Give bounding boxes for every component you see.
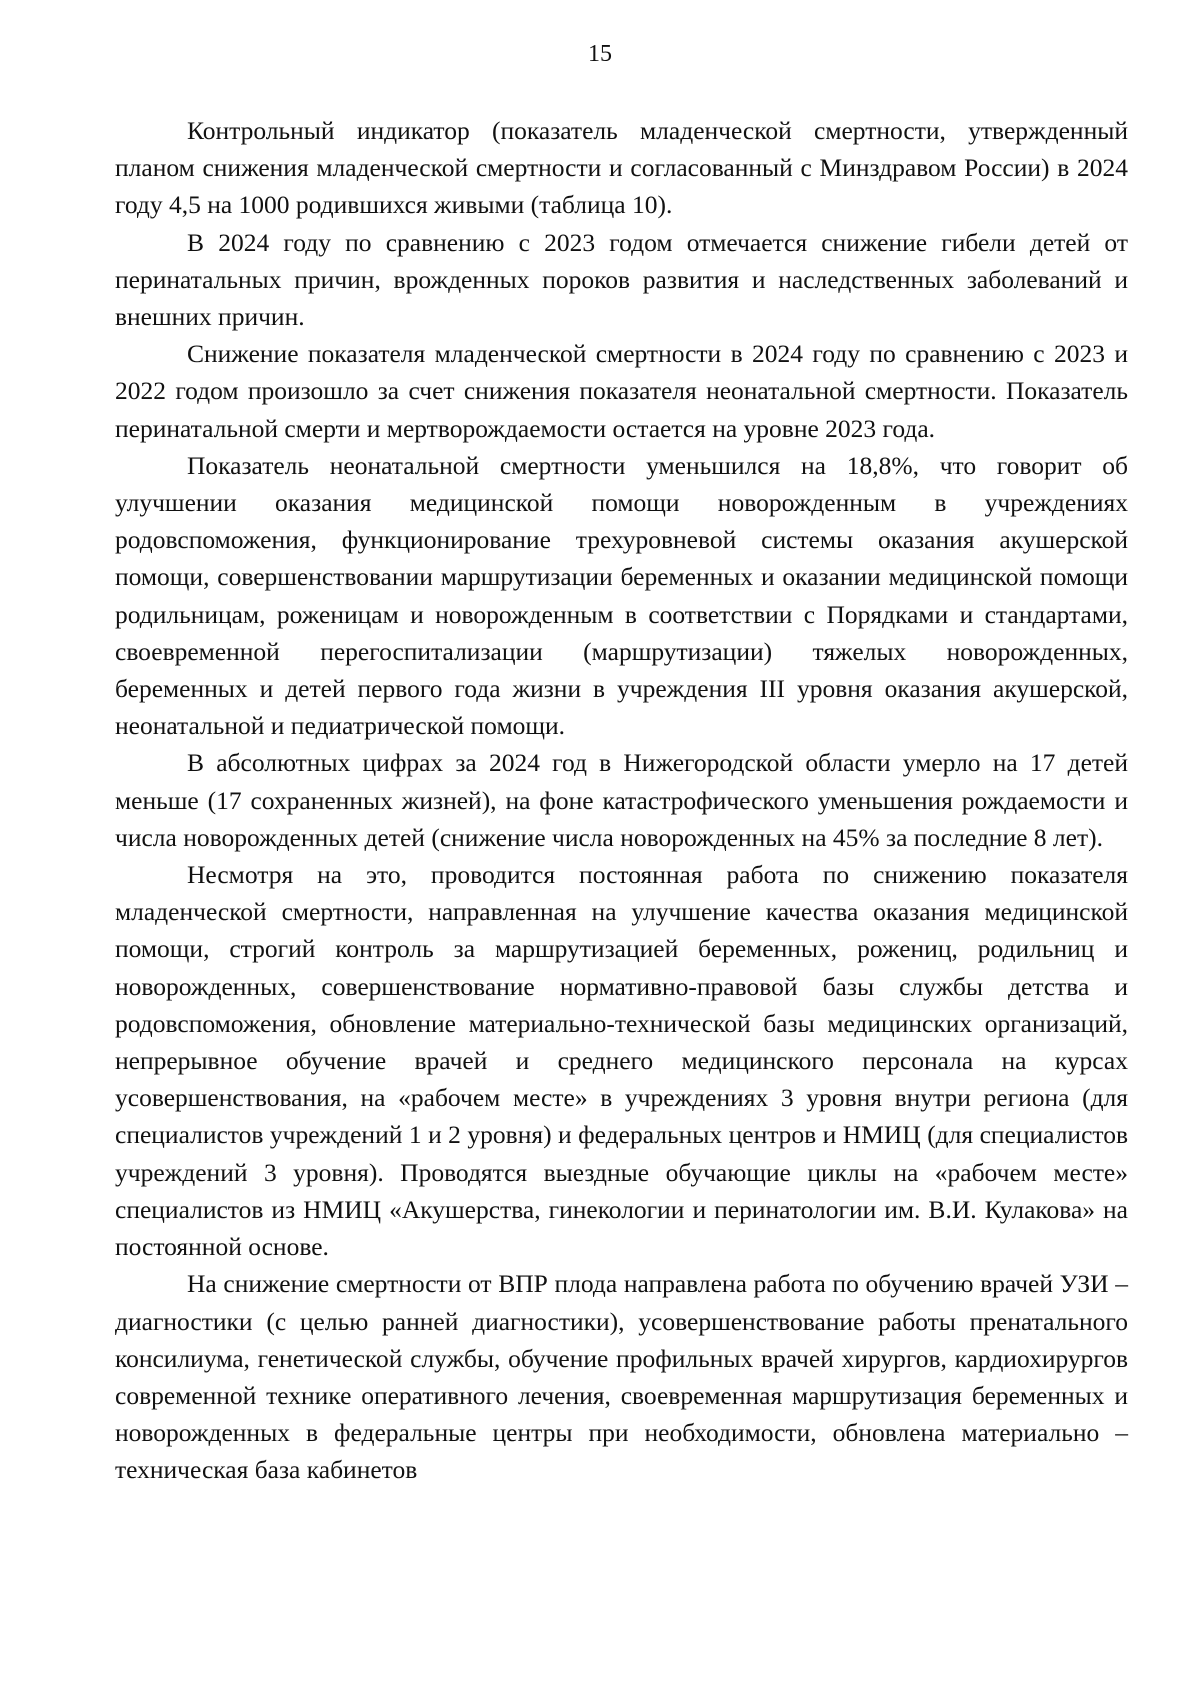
paragraph-neonatal-decline: Снижение показателя младенческой смертности в 2024 году по сравнению с 2023 и 2022 годом произошло за счет снижения показателя неонатальной смертности. Показатель перинатальной смерти и мертворождаемости остается на уровне 2023 года. <box>115 339 1128 443</box>
paragraph-ongoing-work: Несмотря на это, проводится постоянная работа по снижению показателя младенческой смертности, направленная на улучшение качества оказания медицинской помощи, строгий контроль за маршрутизацией беременных, рожениц, родильниц и новорожденных, совершенствование нормативно-правовой базы службы детства и родовспоможения, обновление материально-технической базы медицинских организаций, непрерывное обучение врачей и среднего медицинского персонала на курсах усовершенствования, на «рабочем месте» в учреждениях 3 уровня внутри региона (для специалистов учреждений 1 и 2 уровня) и федеральных центров и НМИЦ (для специалистов учреждений 3 уровня). Проводятся выездные обучающие циклы на «рабочем месте» специалистов из НМИЦ «Акушерства, гинекологии и перинатологии им. В.И. Кулакова» на постоянной основе. <box>115 860 1128 1262</box>
paragraph-control-indicator: Контрольный индикатор (показатель младенческой смертности, утвержденный планом снижения младенческой смертности и согласованный с Минздравом России) в 2024 году 4,5 на 1000 родившихся живыми (таблица 10). <box>115 116 1128 220</box>
paragraph-decline-causes: В 2024 году по сравнению с 2023 годом отмечается снижение гибели детей от перинатальных причин, врожденных пороков развития и наследственных заболеваний и внешних причин. <box>115 227 1128 332</box>
paragraph-congenital-defects: На снижение смертности от ВПР плода направлена работа по обучению врачей УЗИ – диагностики (с целью ранней диагностики), усовершенствование работы пренатального консилиума, генетической службы, обучение профильных врачей хирургов, кардиохирургов современной технике оперативного лечения, своевременная маршрутизация беременных и новорожденных в федеральные центры при необходимости, обновлена материально – техническая база кабинетов <box>115 1269 1128 1485</box>
paragraph-absolute-figures: В абсолютных цифрах за 2024 год в Нижегородской области умерло на 17 детей меньше (17 сохраненных жизней), на фоне катастрофического уменьшения рождаемости и числа новорожденных детей (снижение числа новорожденных на 45% за последние 8 лет). <box>115 748 1128 852</box>
paragraph-neonatal-indicator: Показатель неонатальной смертности уменьшился на 18,8%, что говорит об улучшении оказания медицинской помощи новорожденным в учреждениях родовспоможения, функционирование трехуровневой системы оказания акушерской помощи, совершенствовании маршрутизации беременных и оказании медицинской помощи родильницам, роженицам и новорожденным в соответствии с Порядками и стандартами, своевременной перегоспитализации (маршрутизации) тяжелых новорожденных, беременных и детей первого года жизни в учреждения III уровня оказания акушерской, неонатальной и педиатрической помощи. <box>115 450 1128 741</box>
page-number: 15 <box>588 41 612 67</box>
document-body <box>115 112 1128 1489</box>
